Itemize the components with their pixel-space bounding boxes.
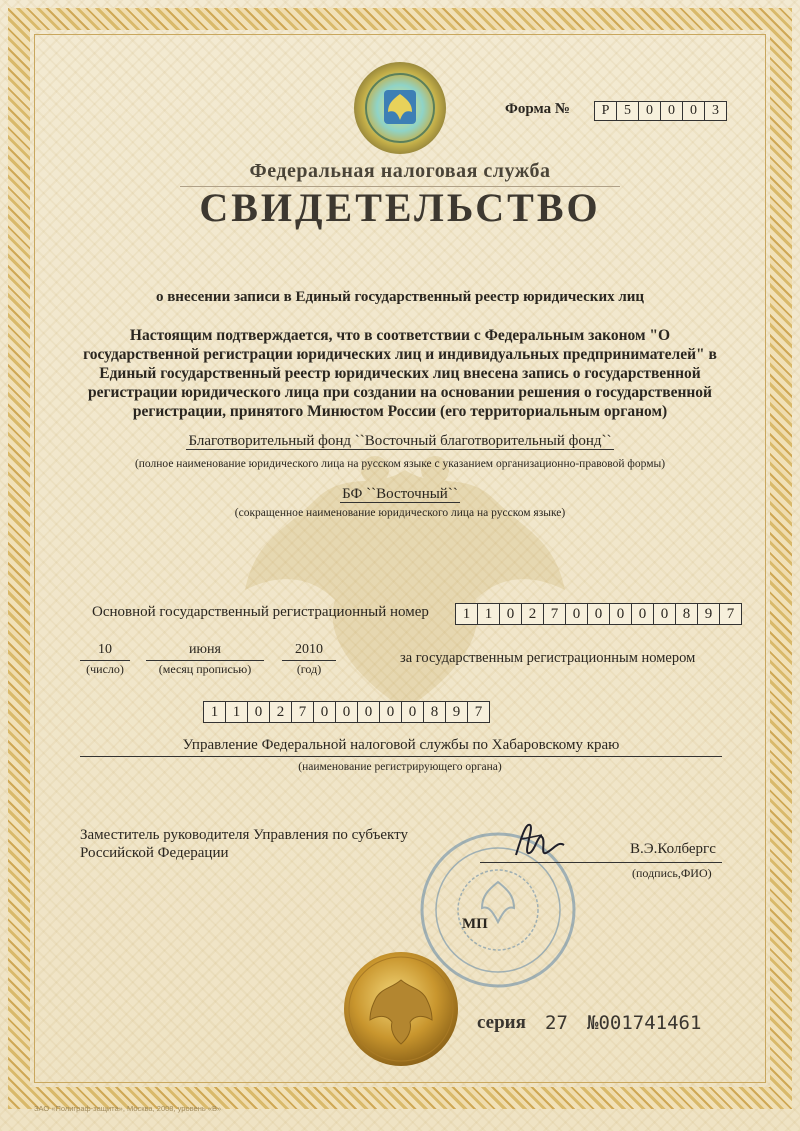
registering-authority: Управление Федеральной налоговой службы по Хабаровскому краю bbox=[80, 737, 722, 757]
ogrn-digit: 2 bbox=[521, 603, 544, 625]
ogrn-digit: 1 bbox=[477, 603, 500, 625]
tax-service-emblem-icon bbox=[352, 60, 448, 156]
ogrn-digit: 1 bbox=[455, 603, 478, 625]
ogrn-digit: 0 bbox=[565, 603, 588, 625]
date-year: 2010 bbox=[282, 642, 336, 661]
signatory-position bbox=[80, 826, 460, 862]
entity-short-name-value: БФ ``Восточный`` bbox=[342, 486, 458, 502]
serial-number: №001741461 bbox=[587, 1012, 702, 1034]
form-code-cell: 3 bbox=[704, 101, 727, 121]
signatory-position-line1: Заместитель руководителя Управления по субъекту bbox=[80, 827, 408, 843]
background-eagle-icon bbox=[225, 430, 585, 730]
form-code-cell: 0 bbox=[638, 101, 661, 121]
handwritten-signature bbox=[508, 815, 568, 865]
ogrn-digit: 7 bbox=[543, 603, 566, 625]
seal-place-label: МП bbox=[462, 916, 488, 932]
agency-name: Федеральная налоговая служба bbox=[249, 160, 551, 182]
series-number: 27 bbox=[545, 1012, 568, 1034]
form-code-cell: 0 bbox=[682, 101, 705, 121]
date-month-caption: (месяц прописью) bbox=[158, 662, 252, 676]
reg-number-digit: 0 bbox=[357, 701, 380, 723]
date-year-caption: (год) bbox=[296, 662, 322, 676]
ogrn-digit: 0 bbox=[499, 603, 522, 625]
entity-full-name-value: Благотворительный фонд ``Восточный благотворительный фонд`` bbox=[188, 433, 612, 449]
printer-line: ЗАО «Полиграф-защита», Москва, 2008, уровень «В» bbox=[34, 1104, 222, 1113]
reg-number-cells bbox=[204, 701, 490, 723]
ogrn-digit: 0 bbox=[609, 603, 632, 625]
reg-number-digit: 0 bbox=[247, 701, 270, 723]
gold-seal-icon bbox=[342, 950, 460, 1068]
date-day-caption: (число) bbox=[86, 662, 124, 676]
series-label: серия bbox=[477, 1012, 526, 1033]
reg-number-digit: 1 bbox=[203, 701, 226, 723]
certificate-title: СВИДЕТЕЛЬСТВО bbox=[199, 185, 601, 230]
reg-number-digit: 8 bbox=[423, 701, 446, 723]
entity-short-name bbox=[0, 486, 800, 503]
registering-authority-caption: (наименование регистрирующего органа) bbox=[298, 761, 502, 773]
form-code-cell: 5 bbox=[616, 101, 639, 121]
date-day: 10 bbox=[80, 642, 130, 661]
reg-number-digit: 0 bbox=[401, 701, 424, 723]
ogrn-digit: 0 bbox=[587, 603, 610, 625]
reg-number-digit: 7 bbox=[467, 701, 490, 723]
ogrn-digit: 9 bbox=[697, 603, 720, 625]
reg-number-digit: 0 bbox=[379, 701, 402, 723]
reg-number-label: за государственным регистрационным номером bbox=[400, 650, 696, 666]
ogrn-label: Основной государственный регистрационный номер bbox=[92, 604, 429, 620]
ogrn-digit: 8 bbox=[675, 603, 698, 625]
certification-statement: Настоящим подтверждается, что в соответствии с Федеральным законом "О государственной регистрации юридических лиц и индивидуальных предпринимателей" в Единый государственный реестр юридических лиц внесена запись о государственной регистрации юридического лица при создании на основании решения о государственной регистрации, принятого Минюстом России (его территориальным органом) bbox=[83, 327, 717, 420]
ogrn-digit: 0 bbox=[631, 603, 654, 625]
form-code-cell: Р bbox=[594, 101, 617, 121]
reg-number-digit: 7 bbox=[291, 701, 314, 723]
ogrn-cells bbox=[456, 603, 742, 625]
reg-number-digit: 2 bbox=[269, 701, 292, 723]
form-code-cells bbox=[595, 101, 727, 121]
signature-caption: (подпись,ФИО) bbox=[632, 866, 712, 880]
ogrn-digit: 0 bbox=[653, 603, 676, 625]
form-number-label: Форма № bbox=[505, 101, 570, 117]
reg-number-digit: 0 bbox=[313, 701, 336, 723]
signature-line bbox=[480, 862, 722, 863]
date-month: июня bbox=[146, 642, 264, 661]
signatory-name: В.Э.Колбергс bbox=[630, 841, 716, 857]
entity-full-name bbox=[0, 433, 800, 450]
reg-number-digit: 9 bbox=[445, 701, 468, 723]
reg-number-digit: 1 bbox=[225, 701, 248, 723]
reg-number-digit: 0 bbox=[335, 701, 358, 723]
signatory-position-line2: Российской Федерации bbox=[80, 845, 229, 861]
form-code-cell: 0 bbox=[660, 101, 683, 121]
ogrn-digit: 7 bbox=[719, 603, 742, 625]
entity-full-name-caption: (полное наименование юридического лица на русском языке с указанием организационно-правовой формы) bbox=[134, 458, 666, 470]
entity-short-name-caption: (сокращенное наименование юридического лица на русском языке) bbox=[234, 507, 566, 519]
certificate-subtitle: о внесении записи в Единый государственный реестр юридических лиц bbox=[155, 289, 645, 305]
